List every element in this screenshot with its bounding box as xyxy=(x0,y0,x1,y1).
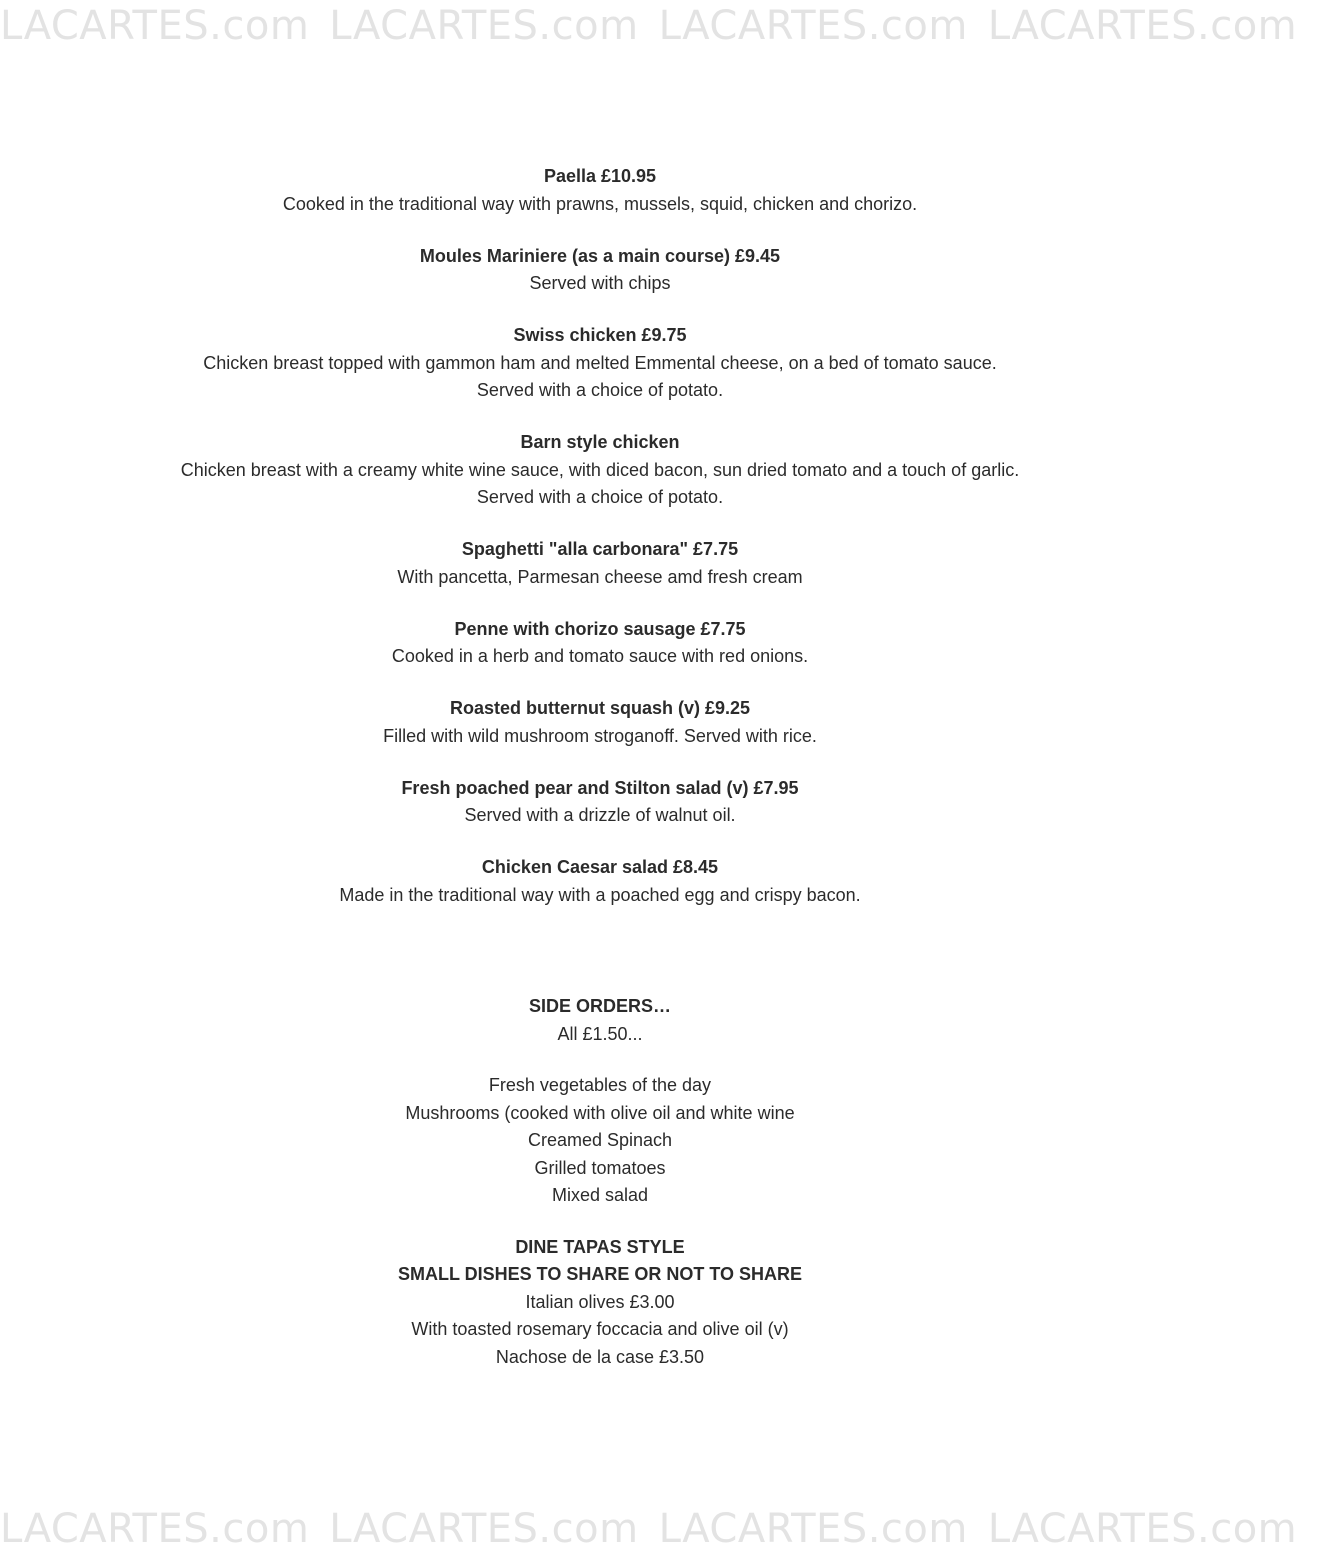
dish-title: Chicken Caesar salad £8.45 xyxy=(481,857,719,877)
dish-title: Roasted butternut squash (v) £9.25 xyxy=(449,698,751,718)
tapas-item: With toasted rosemary foccacia and olive oil (v) xyxy=(411,1319,789,1339)
side-orders-section xyxy=(0,993,1200,1210)
menu-item xyxy=(0,322,1200,405)
menu-item xyxy=(0,243,1200,298)
watermark-text: LACARTES.com xyxy=(0,3,310,49)
menu-item xyxy=(0,616,1200,671)
dish-description: Cooked in a herb and tomato sauce with red onions. xyxy=(391,646,809,666)
tapas-item: Nachose de la case £3.50 xyxy=(495,1346,705,1367)
dish-title: Moules Mariniere (as a main course) £9.45 xyxy=(419,245,781,266)
section-subheading: SMALL DISHES TO SHARE OR NOT TO SHARE xyxy=(397,1264,803,1284)
side-item: Mushrooms (cooked with olive oil and white wine xyxy=(405,1102,795,1123)
side-item: Mixed salad xyxy=(551,1185,649,1205)
dish-description: Served with a choice of potato. xyxy=(476,487,724,507)
dish-title: Paella £10.95 xyxy=(543,166,657,186)
menu-item xyxy=(0,163,1200,218)
menu-item xyxy=(0,695,1200,750)
dish-description: Served with a drizzle of walnut oil. xyxy=(464,805,736,825)
watermark-text: LACARTES.com xyxy=(329,3,639,49)
watermark-top xyxy=(0,0,1298,52)
tapas-item: Italian olives £3.00 xyxy=(525,1291,675,1312)
watermark-text: LACARTES.com xyxy=(987,3,1298,49)
dish-description: With pancetta, Parmesan cheese amd fresh cream xyxy=(397,566,803,587)
watermark-text: LACARTES.com xyxy=(329,1506,639,1552)
dish-description: Chicken breast with a creamy white wine sauce, with diced bacon, sun dried tomato and a touch of garlic. xyxy=(180,459,1020,480)
dish-description: Filled with wild mushroom stroganoff. Served with rice. xyxy=(383,725,817,746)
menu-item xyxy=(0,775,1200,830)
dish-title: Barn style chicken xyxy=(520,432,680,452)
menu-page xyxy=(0,163,1200,1371)
watermark-text: LACARTES.com xyxy=(658,1506,968,1552)
side-item: Grilled tomatoes xyxy=(534,1157,666,1178)
tapas-section xyxy=(0,1234,1200,1372)
dish-description: Chicken breast topped with gammon ham and melted Emmental cheese, on a bed of tomato sauce. xyxy=(203,352,997,373)
dish-description: Served with a choice of potato. xyxy=(476,380,724,400)
price-note: All £1.50... xyxy=(557,1023,643,1044)
side-item: Fresh vegetables of the day xyxy=(488,1075,712,1095)
watermark-bottom xyxy=(0,1503,1298,1555)
dish-title: Spaghetti "alla carbonara" £7.75 xyxy=(461,539,739,559)
dish-title: Fresh poached pear and Stilton salad (v) £7.95 xyxy=(401,777,799,798)
dish-description: Made in the traditional way with a poached egg and crispy bacon. xyxy=(339,884,861,905)
watermark-text: LACARTES.com xyxy=(0,1506,310,1552)
menu-item xyxy=(0,536,1200,591)
menu-item xyxy=(0,854,1200,909)
section-heading: SIDE ORDERS… xyxy=(528,996,672,1016)
menu-item xyxy=(0,429,1200,512)
watermark-text: LACARTES.com xyxy=(987,1506,1298,1552)
dish-title: Swiss chicken £9.75 xyxy=(513,325,687,345)
dish-description: Cooked in the traditional way with prawns, mussels, squid, chicken and chorizo. xyxy=(282,193,918,214)
watermark-text: LACARTES.com xyxy=(658,3,968,49)
dish-title: Penne with chorizo sausage £7.75 xyxy=(454,618,746,639)
dish-description: Served with chips xyxy=(529,273,671,293)
side-item: Creamed Spinach xyxy=(527,1130,673,1150)
section-heading: DINE TAPAS STYLE xyxy=(515,1236,685,1257)
